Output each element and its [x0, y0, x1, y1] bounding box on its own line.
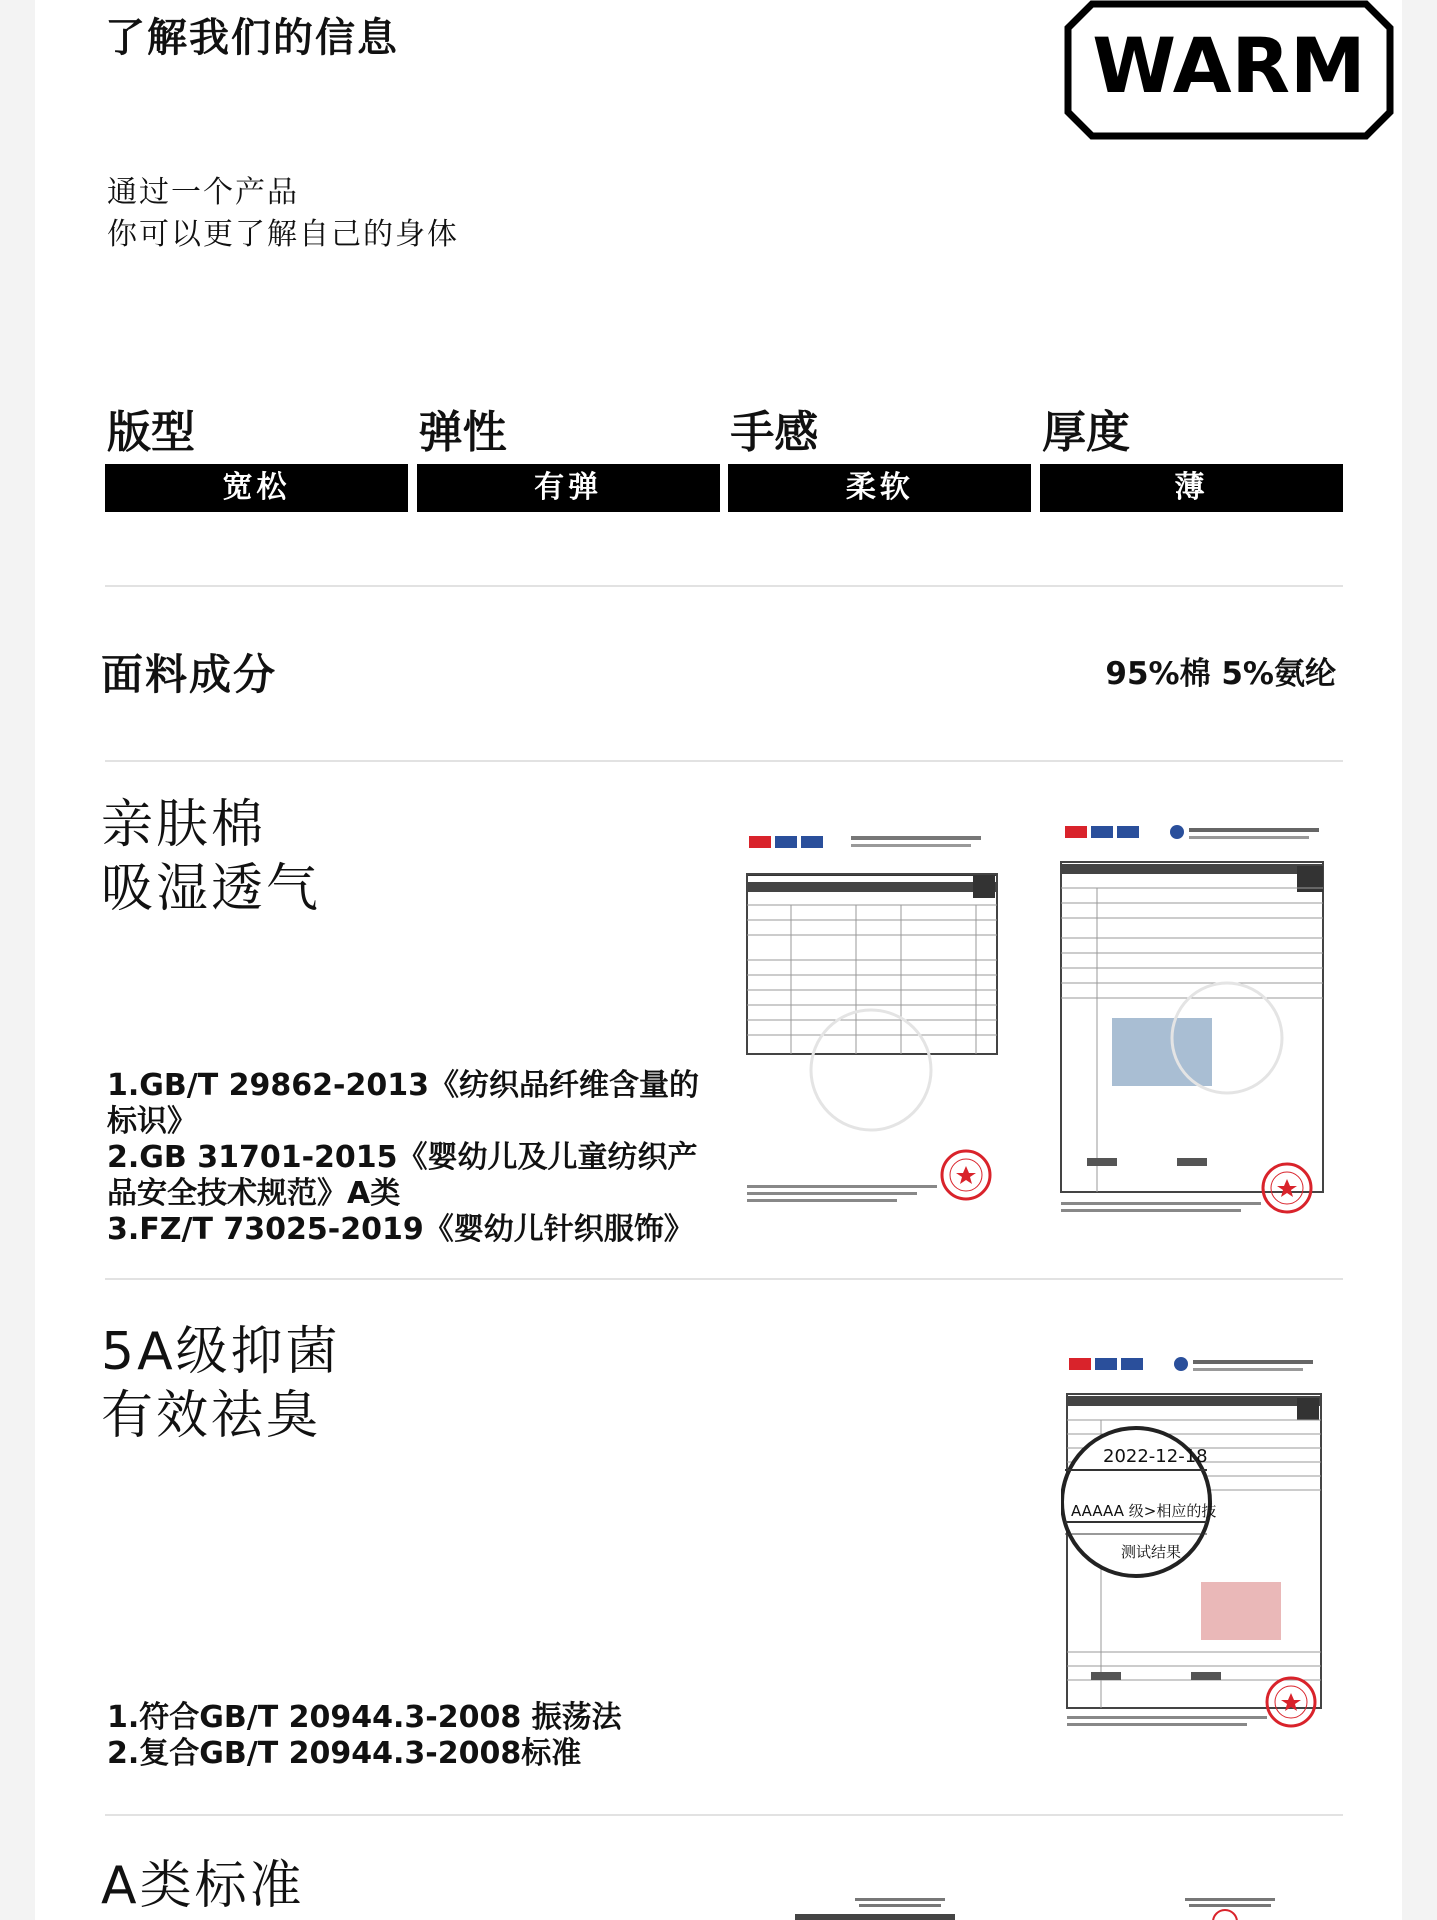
fabric-label: 面料成分: [101, 650, 278, 699]
attr-elasticity-value: 有弹: [417, 464, 720, 512]
attribute-row: [105, 402, 1343, 512]
attr-feel-value: 柔软: [728, 464, 1031, 512]
divider: [105, 1814, 1343, 1816]
feature-2-standards: [107, 1700, 622, 1772]
standard-item: 3.FZ/T 73025-2019《婴幼儿针织服饰》: [107, 1212, 694, 1247]
magnifier-date: 2022-12-18: [1103, 1446, 1208, 1467]
divider: [105, 585, 1343, 587]
attr-elasticity-label: 弹性: [418, 407, 507, 458]
attr-thickness-label: 厚度: [1041, 407, 1130, 458]
attr-feel-label: 手感: [730, 407, 819, 458]
divider: [105, 760, 1343, 762]
standard-item: 2.复合GB/T 20944.3-2008标准: [107, 1736, 582, 1771]
feature-1-title: [101, 793, 321, 921]
attr-feel: [728, 402, 1031, 512]
attr-elasticity: [417, 402, 720, 512]
feature-3-title-line-1: A类标准: [101, 1856, 305, 1916]
test-report-image-3: [1061, 1352, 1327, 1732]
magnifier-result: 测试结果: [1121, 1543, 1182, 1561]
intro-line-1: 通过一个产品: [107, 175, 299, 210]
attr-thickness-value: 薄: [1040, 464, 1343, 512]
attr-fit-value: 宽松: [105, 464, 408, 512]
divider: [105, 1278, 1343, 1280]
logo-text: WARM: [1092, 21, 1366, 110]
magnifier-grade: AAAAA 级>相应的技: [1071, 1502, 1217, 1520]
standard-item: 2.GB 31701-2015《婴幼儿及儿童纺织产 品安全技术规范》A类: [107, 1140, 698, 1211]
brand-logo: [1064, 0, 1394, 140]
feature-2-title-line-1: 5A级抑菌: [101, 1322, 341, 1382]
intro-line-2: 你可以更了解自己的身体: [107, 217, 459, 252]
feature-3-title: [101, 1854, 305, 1918]
attr-fit-label: 版型: [107, 407, 195, 458]
feature-1-standards: [107, 1068, 699, 1248]
attr-thickness: [1040, 402, 1343, 512]
test-report-image-1: [741, 820, 1006, 1210]
feature-1-title-line-1: 亲肤棉: [101, 795, 267, 855]
standard-item: 1.符合GB/T 20944.3-2008 振荡法: [107, 1700, 622, 1735]
test-report-image-2: [1057, 818, 1327, 1218]
fabric-value: 95%棉 5%氨纶: [1105, 656, 1336, 692]
feature-1-title-line-2: 吸湿透气: [101, 859, 322, 919]
standard-item: 1.GB/T 29862-2013《纺织品纤维含量的 标识》: [107, 1068, 699, 1139]
test-report-image-4: [775, 1894, 975, 1920]
attr-fit: [105, 402, 408, 512]
feature-2-title: [101, 1320, 341, 1448]
intro-text: [107, 172, 459, 256]
page-title: 了解我们的信息: [105, 15, 399, 61]
test-report-image-5: [1145, 1894, 1325, 1920]
feature-2-title-line-2: 有效祛臭: [101, 1386, 322, 1446]
product-info-page: [35, 0, 1402, 1920]
